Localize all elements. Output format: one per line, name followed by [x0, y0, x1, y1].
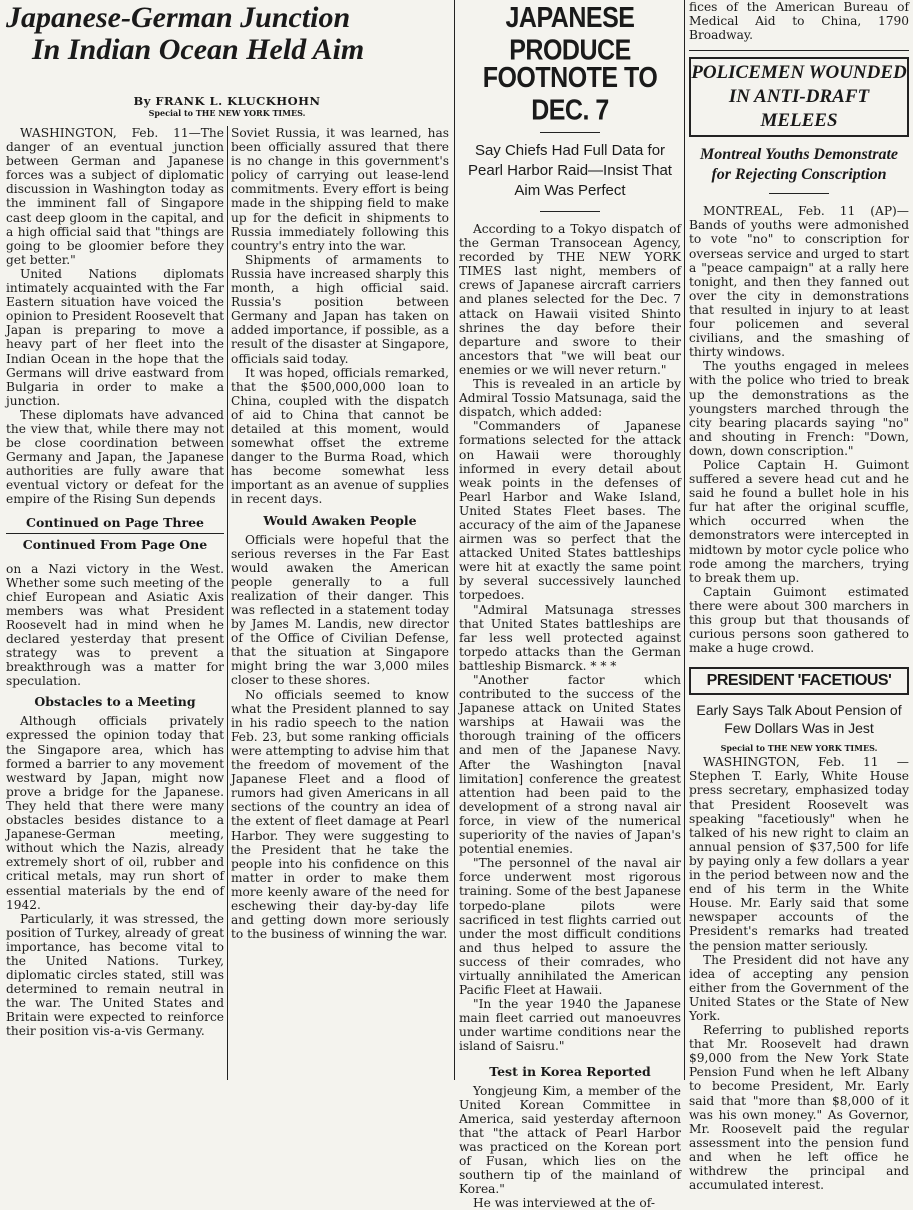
story2-deck: Say Chiefs Had Full Data for Pearl Harbor Raid—Insist That Aim Was Perfect — [468, 142, 672, 199]
story4-headline: PRESIDENT 'FACETIOUS' — [706, 672, 892, 690]
story2-paragraph: "Admiral Matsunaga stresses that United States battleships are far less well protected against torpedo attacks than the German battleship Bismarck. * * * — [459, 602, 681, 673]
story1-paragraph: on a Nazi victory in the West. Whether some such meeting of the chief European and Asiatic Axis members was what President Roosevelt had in mind when he declared yesterday that present strategy was to prevent a breakthrough was a matter for speculation. — [6, 561, 224, 689]
headline-rule — [769, 193, 829, 194]
headline-rule — [540, 132, 600, 133]
column-3 — [459, 0, 681, 1210]
story2-paragraph: He was interviewed at the of- — [473, 1196, 655, 1210]
story2-paragraph: According to a Tokyo dispatch of the German Transocean Agency, recorded by THE NEW YORK TIMES last night, members of crews of Japanese aircraft carriers and planes selected for the Dec. 7 attack on Hawaii visited Shinto shrines the day before their departure and swore to their ancestors that "we will beat our enemies or we will never return." — [459, 222, 681, 377]
column-rule — [684, 0, 685, 1080]
column-rule — [227, 126, 228, 1080]
subhead-obstacles: Obstacles to a Meeting — [34, 694, 196, 710]
headline-rule — [540, 211, 600, 212]
continued-on-label: Continued on Page Three — [26, 514, 204, 530]
story3-headline-box — [689, 57, 909, 137]
story4-special-credit: Special to THE NEW YORK TIMES. — [720, 743, 878, 754]
story2-paragraph: Yongjeung Kim, a member of the United Korean Committee in America, said yesterday afternoon that "the attack of Pearl Harbor was practiced on the Korean port of Fusan, which lies on the southern tip of the mainland of Korea." — [459, 1083, 681, 1197]
column-4 — [689, 0, 909, 1193]
story3-paragraph: Captain Guimont estimated there were about 300 marchers in this group but that thousands of curious persons soon gathered to make a huge crowd. — [689, 584, 909, 656]
story3-paragraph: The youths engaged in melees with the police who tried to break up the demonstrations as the youngsters marched through the city bearing placards saying "no" and shouting in French: "Down, down, down conscription." — [689, 359, 909, 458]
story3-headline-line2: IN ANTI-DRAFT MELEES — [728, 86, 870, 132]
story1-paragraph: Soviet Russia, it was learned, has been officially assured that there is no change in this government's policy of carrying out lease-lend commitments. Every effort is being made in the shipping field to make up for the deficit in shipments to Russia immediately following this country's entry into the war. — [231, 126, 449, 253]
subhead-korea: Test in Korea Reported — [489, 1063, 651, 1079]
subhead-awaken: Would Awaken People — [263, 512, 417, 528]
story1-paragraph: United Nations diplomats intimately acquainted with the Far Eastern situation have voiced the opinion to President Roosevelt that Japan is preparing to move a heavy part of her fleet into the Indian Ocean in the hope that the Germans will drive eastward from Bulgaria in order to make a junction. — [6, 266, 224, 408]
story2-paragraph: This is revealed in an article by Admiral Tossio Matsunaga, said the dispatch, which added: — [459, 377, 681, 420]
story4-headline-box — [689, 667, 909, 695]
story3-top-fragment: fices of the American Bureau of Medical Aid to China, 1790 Broadway. — [689, 0, 909, 43]
section-rule — [689, 50, 909, 51]
story1-headline-line2: In Indian Ocean Held Aim — [32, 33, 365, 66]
story3-deck: Montreal Youths Demonstrate for Rejecting Conscription — [700, 146, 898, 184]
column-1 — [6, 126, 224, 1080]
column-rule — [454, 0, 455, 1080]
story1-paragraph: Officials were hopeful that the serious reverses in the Far East would awaken the American people generally to a full realization of their danger. This was reflected in a statement today by James M. Landis, new director of the Office of Civilian Defense, that the situation at Singapore might bring the war 3,000 miles closer to these shores. — [231, 532, 449, 688]
story1-paragraph: These diplomats have advanced the view that, while there may not be close coordination between Germany and Japan, the Japanese authorities are fully aware that eventual victory or defeat for the empire of the Rising Sun depends — [6, 407, 224, 507]
column-2 — [231, 126, 449, 1080]
continued-from-label: Continued From Page One — [22, 536, 208, 552]
story3-paragraph: MONTREAL, Feb. 11 (AP)—Bands of youths were admonished to vote "no" to conscription for overseas service and urged to start a "peace campaign" at a rally here tonight, and then they fanned out over the city in demonstrations that resulted in injury to at least four policemen and several civilians, and the smashing of thirty windows. — [689, 204, 909, 360]
story1-headline-line1: Japanese-German Junction — [6, 1, 351, 34]
story1-paragraph: Although officials privately expressed the opinion today that the Singapore area, which has formed a barrier to any movement westward by Japan, might now prove a bridge for the Japanese. They held that there were many obstacles besides distance to a Japanese-German meeting, without which the Nazis, already extremely short of oil, rubber and critical metals, may run short of essential materials by the end of 1942. — [6, 714, 224, 912]
story4-paragraph: The President did not have any idea of accepting any pension either from the Government of the United States or the State of New York. — [689, 952, 909, 1023]
story1-paragraph: Particularly, it was stressed, the position of Turkey, already of great importance, has become vital to the United Nations. Turkey, diplomatic circles stated, still was determined to remain neutral in the war. The United States and Britain were expected to reinforce their position vis-a-vis Germany. — [6, 911, 224, 1039]
story3-headline-line1: POLICEMEN WOUNDED — [691, 62, 907, 84]
story1-paragraph: No officials seemed to know what the President planned to say in his radio speech to the nation Feb. 23, but some ranking officials were attempting to advise him that the freedom of movement of the Japanese Fleet and a flood of rumors had given Americans in all sections of the country an idea of the extent of fleet damage at Pearl Harbor. They were suggesting to the President that he take the people into his confidence on this matter in order to make them more keenly aware of the need for eschewing their day-by-day life and getting down more seriously to the business of winning the war. — [231, 687, 449, 942]
story1-paragraph: It was hoped, officials remarked, that the $500,000,000 loan to China, coupled with the dispatch of aid to China that cannot be detailed at this moment, would somewhat offset the extreme danger to the Burma Road, which has become somewhat less important as an avenue of supplies in recent days. — [231, 365, 449, 507]
story2-headline-line2: FOOTNOTE TO DEC. 7 — [482, 61, 658, 127]
story1-paragraph: WASHINGTON, Feb. 11—The danger of an eventual junction between German and Japanese forces was a subject of diplomatic discussion in Washington today as the imminent fall of Singapore cast deep gloom in the capital, and a high official said that "things are going to be gloomier before they get better." — [6, 126, 224, 267]
story1-paragraph: Shipments of armaments to Russia have increased sharply this month, a high official said. Russia's position between Germany and Japan has taken on added importance, if possible, as a result of the disaster at Singapore, officials said today. — [231, 252, 449, 366]
story3-paragraph: Police Captain H. Guimont suffered a severe head cut and he said he found a bullet hole in his fur hat after the original scuffle, which occurred when the demonstrators were intercepted in midtown by motor cycle police who rode among the marchers, trying to break them up. — [689, 457, 909, 585]
story2-paragraph: "In the year 1940 the Japanese main fleet carried out manoeuvres under wartime conditions near the island of Saisru." — [459, 997, 681, 1054]
story2-paragraph: "Another factor which contributed to the success of the Japanese attack on United States warships at Hawaii was the thorough training of the officers and men of the Japanese Navy. After the Washington [naval limitation] conference the greatest attention had been paid to the development of a strong naval air force, in view of the numerical superiority of the navies of Japan's potential enemies. — [459, 673, 681, 857]
story2-paragraph: "Commanders of Japanese formations selected for the attack on Hawaii were thoroughly informed in every detail about weak points in the defenses of Pearl Harbor and Wake Island, United States Fleet bases. The accuracy of the aim of the Japanese airmen was so perfect that the attacked United States battleships were hit at exactly the same point by several successively launched torpedoes. — [459, 419, 681, 603]
story2-headline-line1: JAPANESE PRODUCE — [505, 1, 635, 67]
story4-paragraph: Referring to published reports that Mr. Roosevelt had drawn $9,000 from the New York State Pension Fund when he left Albany to become President, Mr. Early said that "more than $8,000 of it was his own money." As Governor, Mr. Roosevelt paid the regular assessment into the pension fund and when he left office he withdrew the principal and accumulated interest. — [689, 1023, 909, 1193]
story1-byline: By FRANK L. KLUCKHOHN — [133, 94, 321, 108]
story4-paragraph: WASHINGTON, Feb. 11 — Stephen T. Early, White House press secretary, emphasized today that President Roosevelt was speaking "facetiously" when he talked of his new right to claim an annual pension of $37,500 for life by paying only a few dollars a year in the period between now and the end of his term in the White House. Mr. Early said that some newspaper accounts of the President's remarks had treated the pension matter seriously. — [689, 755, 909, 953]
story1-special-credit: Special to THE NEW YORK TIMES. — [148, 108, 306, 118]
story2-paragraph: "The personnel of the naval air force underwent most rigorous training. Some of the best Japanese torpedo-plane pilots were sacrificed in test flights carried out under the most difficult conditions and thus helped to assure the success of their comrades, who virtually annihilated the American Pacific Fleet at Hawaii. — [459, 856, 681, 998]
story1-header — [6, 0, 448, 118]
section-rule — [6, 533, 224, 534]
story4-deck: Early Says Talk About Pension of Few Dollars Was in Jest — [696, 702, 902, 737]
